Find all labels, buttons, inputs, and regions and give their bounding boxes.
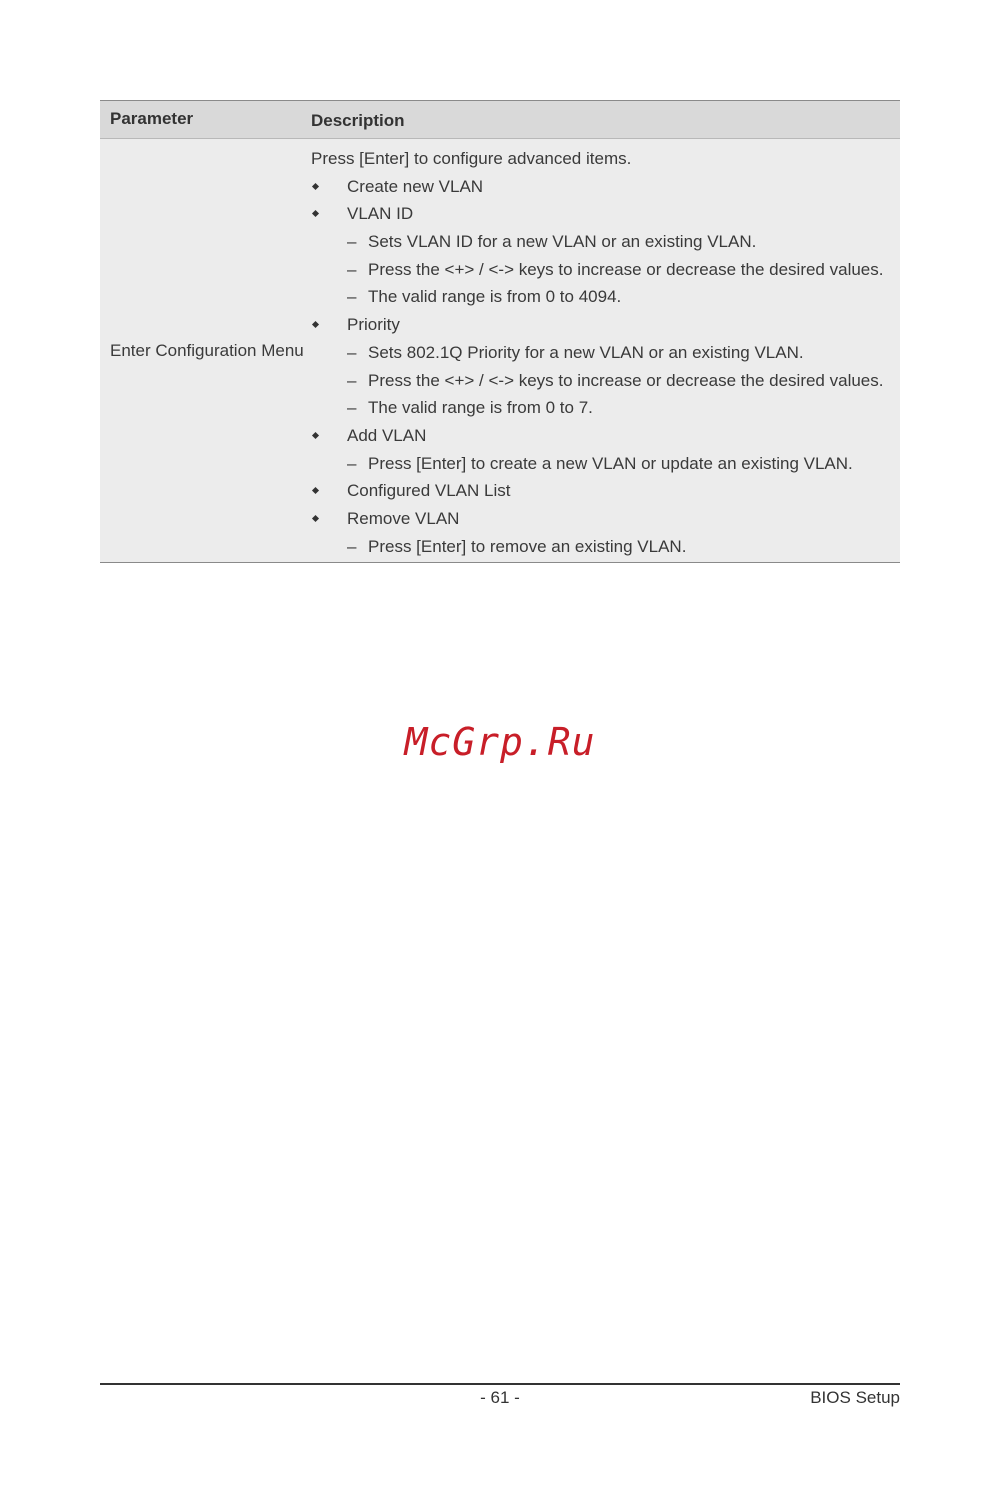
dash-bullet-icon: –	[347, 342, 357, 362]
sub-item	[311, 283, 900, 311]
parameter-cell	[100, 139, 311, 562]
footer-divider	[100, 1383, 900, 1385]
sub-item-text: Press the <+> / <-> keys to increase or decrease the desired values.	[368, 370, 884, 390]
sub-item-text: Sets VLAN ID for a new VLAN or an existing VLAN.	[368, 232, 757, 252]
dash-bullet-icon: –	[347, 232, 357, 252]
parameter-name: Enter Configuration Menu	[110, 340, 304, 360]
description-cell	[311, 139, 900, 562]
table-header	[100, 101, 900, 139]
description-intro: Press [Enter] to configure advanced items.	[311, 149, 632, 168]
sub-item-text: The valid range is from 0 to 4094.	[368, 287, 622, 307]
bullet-label: Priority	[347, 315, 400, 335]
bullet-item	[311, 422, 900, 450]
header-description: Description	[311, 111, 405, 130]
diamond-bullet-icon	[312, 515, 319, 522]
bullet-item	[311, 200, 900, 228]
sub-item	[311, 367, 900, 395]
sub-item-text: Press [Enter] to create a new VLAN or update an existing VLAN.	[368, 453, 853, 473]
sub-item	[311, 256, 900, 284]
diamond-bullet-icon	[312, 432, 319, 439]
sub-item-text: Sets 802.1Q Priority for a new VLAN or an existing VLAN.	[368, 342, 804, 362]
sub-item-text: Press [Enter] to remove an existing VLAN.	[368, 536, 687, 556]
footer-section-name: BIOS Setup	[810, 1388, 900, 1407]
sub-item	[311, 228, 900, 256]
sub-item-text: Press the <+> / <-> keys to increase or decrease the desired values.	[368, 259, 884, 279]
dash-bullet-icon: –	[347, 398, 357, 418]
page-number: - 61 -	[480, 1388, 520, 1407]
diamond-bullet-icon	[312, 210, 319, 217]
diamond-bullet-icon	[312, 183, 319, 190]
dash-bullet-icon: –	[347, 287, 357, 307]
bullet-label: Create new VLAN	[347, 176, 484, 196]
dash-bullet-icon: –	[347, 536, 357, 556]
bullet-label: Add VLAN	[347, 425, 427, 445]
dash-bullet-icon: –	[347, 259, 357, 279]
header-parameter: Parameter	[110, 109, 194, 128]
sub-item-text: The valid range is from 0 to 7.	[368, 398, 593, 418]
parameter-table	[100, 100, 900, 563]
bullet-item	[311, 477, 900, 505]
watermark: McGrp.Ru	[404, 720, 596, 764]
sub-item	[311, 450, 900, 478]
bullet-label: Configured VLAN List	[347, 481, 511, 501]
sub-item	[311, 394, 900, 422]
sub-item	[311, 339, 900, 367]
bullet-item	[311, 311, 900, 339]
sub-item	[311, 533, 900, 561]
diamond-bullet-icon	[312, 321, 319, 328]
dash-bullet-icon: –	[347, 370, 357, 390]
dash-bullet-icon: –	[347, 453, 357, 473]
bullet-item	[311, 505, 900, 533]
bullet-item	[311, 173, 900, 201]
table-row	[100, 139, 900, 562]
bullet-label: VLAN ID	[347, 204, 414, 224]
diamond-bullet-icon	[312, 487, 319, 494]
bullet-label: Remove VLAN	[347, 508, 460, 528]
